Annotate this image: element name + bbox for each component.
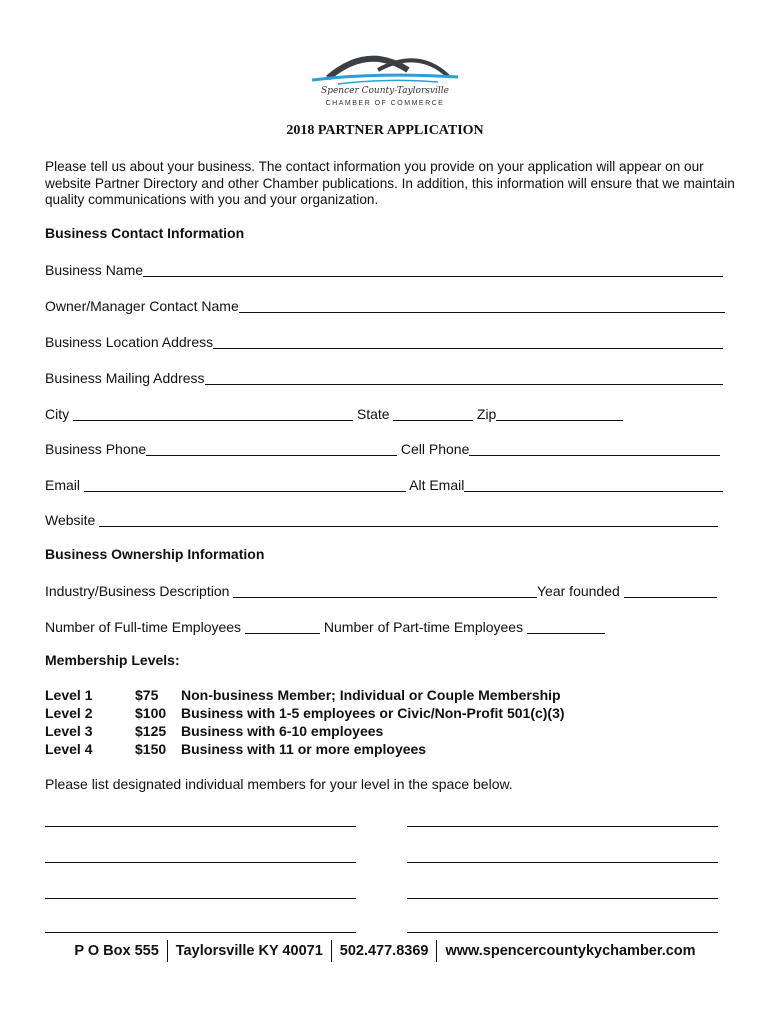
business-phone-label: Business Phone — [45, 441, 147, 457]
zip-row — [473, 404, 623, 422]
email-row — [45, 475, 406, 493]
section-membership: Membership Levels: — [45, 652, 180, 668]
business-name-field[interactable] — [143, 261, 723, 277]
state-label: State — [353, 406, 394, 422]
email-label: Email — [45, 477, 84, 493]
parttime-field[interactable] — [527, 618, 605, 634]
member-line-6[interactable] — [407, 898, 718, 899]
business-name-row — [45, 260, 723, 278]
mailing-address-field[interactable] — [205, 369, 723, 385]
location-address-field[interactable] — [213, 333, 723, 349]
footer — [0, 940, 770, 962]
member-line-7[interactable] — [45, 932, 356, 933]
zip-label: Zip — [473, 406, 497, 422]
alt-email-row — [406, 475, 723, 493]
city-row — [45, 404, 353, 422]
intro-paragraph: Please tell us about your business. The contact information you provide on your application will appear on our website Partner Directory and other Chamber publications. In addition, this information will ensure that we maintain quality communications with you and your organization. — [45, 159, 735, 207]
footer-website: www.spencercountykychamber.com — [445, 943, 696, 959]
member-line-4[interactable] — [407, 862, 718, 863]
business-phone-field[interactable] — [146, 440, 397, 456]
alt-email-label: Alt Email — [406, 477, 465, 493]
industry-field[interactable] — [233, 582, 537, 598]
city-label: City — [45, 406, 73, 422]
level-desc: Business with 6-10 employees — [181, 723, 384, 739]
level-row — [45, 722, 565, 740]
footer-pobox: P O Box 555 — [74, 943, 159, 959]
owner-manager-field[interactable] — [239, 297, 725, 313]
cell-phone-label: Cell Phone — [397, 441, 470, 457]
email-field[interactable] — [84, 476, 406, 492]
level-row — [45, 686, 565, 704]
cell-phone-field[interactable] — [469, 440, 720, 456]
website-field[interactable] — [99, 511, 718, 527]
mailing-address-row — [45, 368, 723, 386]
logo-line-2: CHAMBER OF COMMERCE — [325, 100, 445, 107]
membership-levels — [45, 686, 565, 758]
alt-email-field[interactable] — [464, 476, 723, 492]
year-founded-label: Year founded — [537, 583, 624, 599]
logo-line-1: Spencer County-Taylorsville — [321, 86, 449, 96]
level-name: Level 2 — [45, 705, 93, 721]
mailing-address-label: Business Mailing Address — [45, 370, 205, 386]
location-address-row — [45, 332, 723, 350]
level-name: Level 1 — [45, 687, 93, 703]
level-desc: Business with 1-5 employees or Civic/Non-Profit 501(c)(3) — [181, 705, 565, 721]
owner-manager-label: Owner/Manager Contact Name — [45, 298, 239, 314]
level-row — [45, 740, 565, 758]
member-line-5[interactable] — [45, 898, 356, 899]
member-line-3[interactable] — [45, 862, 356, 863]
business-phone-row — [45, 439, 397, 457]
level-row — [45, 704, 565, 722]
owner-manager-row — [45, 296, 725, 314]
members-note: Please list designated individual members for your level in the space below. — [45, 776, 513, 792]
footer-phone: 502.477.8369 — [339, 943, 429, 959]
member-line-8[interactable] — [407, 932, 718, 933]
page-title: 2018 PARTNER APPLICATION — [286, 123, 484, 138]
location-address-label: Business Location Address — [45, 334, 214, 350]
state-field[interactable] — [393, 405, 473, 421]
bridge-arch-icon — [308, 50, 462, 86]
level-price: $150 — [135, 741, 167, 757]
level-name: Level 3 — [45, 723, 93, 739]
parttime-row — [320, 617, 605, 635]
fulltime-row — [45, 617, 320, 635]
business-name-label: Business Name — [45, 262, 144, 278]
parttime-label: Number of Part-time Employees — [320, 619, 527, 635]
section-ownership: Business Ownership Information — [45, 546, 265, 562]
industry-row — [45, 581, 537, 599]
year-founded-field[interactable] — [624, 582, 717, 598]
level-desc: Non-business Member; Individual or Couple Membership — [181, 687, 561, 703]
footer-city: Taylorsville KY 40071 — [175, 943, 323, 959]
year-founded-row — [537, 581, 717, 599]
member-line-2[interactable] — [407, 826, 718, 827]
zip-field[interactable] — [496, 405, 623, 421]
chamber-logo — [308, 50, 462, 114]
level-name: Level 4 — [45, 741, 93, 757]
website-label: Website — [45, 512, 100, 528]
level-desc: Business with 11 or more employees — [181, 741, 427, 757]
level-price: $100 — [135, 705, 167, 721]
level-price: $75 — [135, 687, 159, 703]
state-row — [353, 404, 473, 422]
member-line-1[interactable] — [45, 826, 356, 827]
level-price: $125 — [135, 723, 167, 739]
fulltime-label: Number of Full-time Employees — [45, 619, 245, 635]
fulltime-field[interactable] — [245, 618, 320, 634]
industry-label: Industry/Business Description — [45, 583, 234, 599]
cell-phone-row — [397, 439, 720, 457]
section-contact: Business Contact Information — [45, 225, 245, 241]
city-field[interactable] — [73, 405, 353, 421]
website-row — [45, 510, 718, 528]
